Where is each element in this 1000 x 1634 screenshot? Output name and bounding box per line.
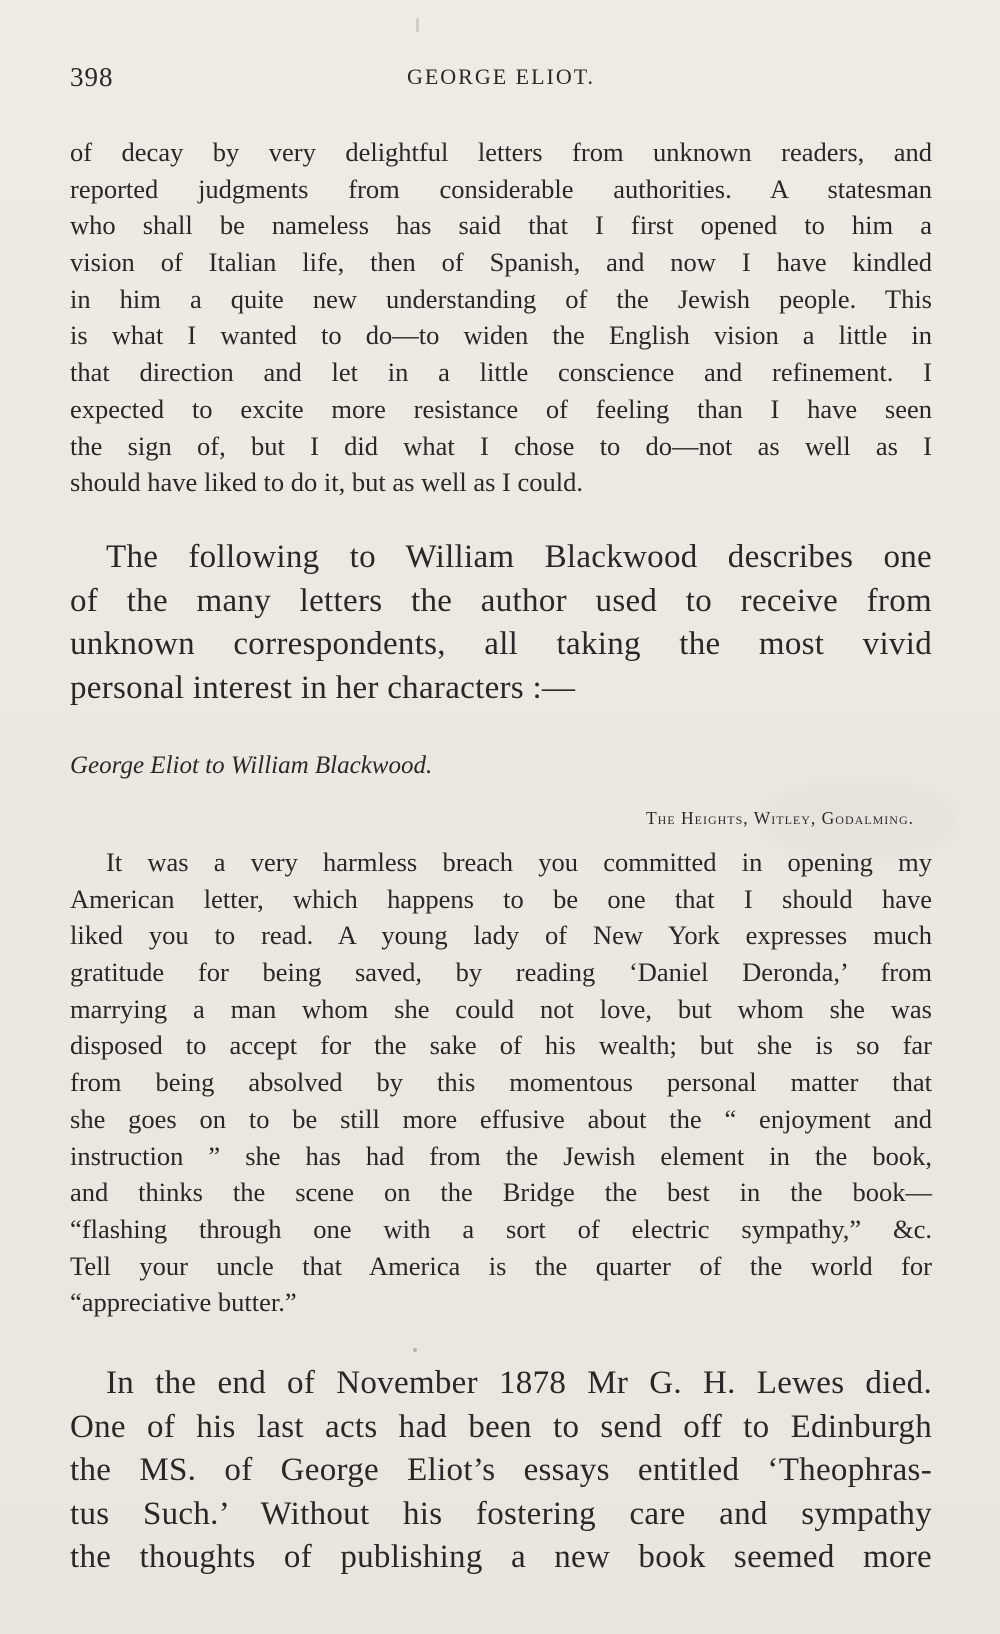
- letter-address: The Heights, Witley, Godalming.: [645, 808, 914, 828]
- text-line: gratitude for being saved, by reading ‘Daniel Deronda,’ from: [70, 957, 932, 988]
- text-line: The following to William Blackwood describes one: [106, 539, 932, 575]
- text-line: instruction ” she has had from the Jewish element in the book,: [70, 1140, 932, 1171]
- text-line: and thinks the scene on the Bridge the best in the book—: [70, 1177, 932, 1208]
- text-line: should have liked to do it, but as well as I could.: [70, 467, 583, 498]
- text-line: “appreciative butter.”: [70, 1287, 297, 1318]
- text-line: liked you to read. A young lady of New York expresses much: [70, 920, 932, 951]
- running-head: [70, 62, 932, 98]
- text-line: in him a quite new understanding of the Jewish people. This: [70, 283, 932, 314]
- text-line: the MS. of George Eliot’s essays entitled ‘Theophras-: [70, 1452, 932, 1488]
- text-line: tus Such.’ Without his fostering care and sympathy: [70, 1495, 932, 1532]
- text-line: personal interest in her characters :—: [70, 669, 576, 706]
- text-line: unknown correspondents, all taking the most vivid: [70, 626, 932, 662]
- narrative-paragraph: [70, 1362, 932, 1580]
- text-line: marrying a man whom she could not love, but whom she was: [70, 993, 932, 1024]
- text-line: American letter, which happens to be one that I should have: [70, 883, 932, 914]
- text-line: vision of Italian life, then of Spanish, and now I have kindled: [70, 247, 932, 278]
- text-line: Tell your uncle that America is the quarter of the world for: [70, 1250, 932, 1281]
- letter-body: [70, 844, 932, 1321]
- narrative-paragraph: [70, 536, 932, 710]
- text-line: One of his last acts had been to send off to Edinburgh: [70, 1408, 932, 1445]
- paper-speck: [416, 18, 419, 32]
- text-line: from being absolved by this momentous personal matter that: [70, 1067, 932, 1098]
- text-line: “flashing through one with a sort of electric sympathy,” &c.: [70, 1213, 932, 1244]
- text-line: of decay by very delightful letters from unknown readers, and: [70, 137, 932, 167]
- paper-speck: [413, 1348, 417, 1352]
- text-line: It was a very harmless breach you committed in opening my: [106, 847, 932, 877]
- paragraph-continuation: [70, 134, 932, 501]
- running-title: GEORGE ELIOT.: [406, 64, 596, 89]
- letter-heading: George Eliot to William Blackwood.: [70, 752, 433, 779]
- text-line: who shall be nameless has said that I first opened to him a: [70, 210, 932, 241]
- text-line: disposed to accept for the sake of his wealth; but she is so far: [70, 1030, 932, 1061]
- text-line: is what I wanted to do—to widen the English vision a little in: [70, 320, 932, 351]
- text-line: reported judgments from considerable authorities. A statesman: [70, 173, 932, 204]
- text-line: of the many letters the author used to receive from: [70, 582, 932, 619]
- text-line: In the end of November 1878 Mr G. H. Lewes died.: [106, 1365, 932, 1401]
- page-number: 398: [70, 62, 114, 92]
- text-line: she goes on to be still more effusive about the “ enjoyment and: [70, 1103, 932, 1134]
- text-line: expected to excite more resistance of feeling than I have seen: [70, 393, 932, 424]
- text-line: that direction and let in a little conscience and refinement. I: [70, 357, 932, 388]
- text-line: the thoughts of publishing a new book seemed more: [70, 1539, 932, 1575]
- text-line: the sign of, but I did what I chose to do—not as well as I: [70, 430, 932, 461]
